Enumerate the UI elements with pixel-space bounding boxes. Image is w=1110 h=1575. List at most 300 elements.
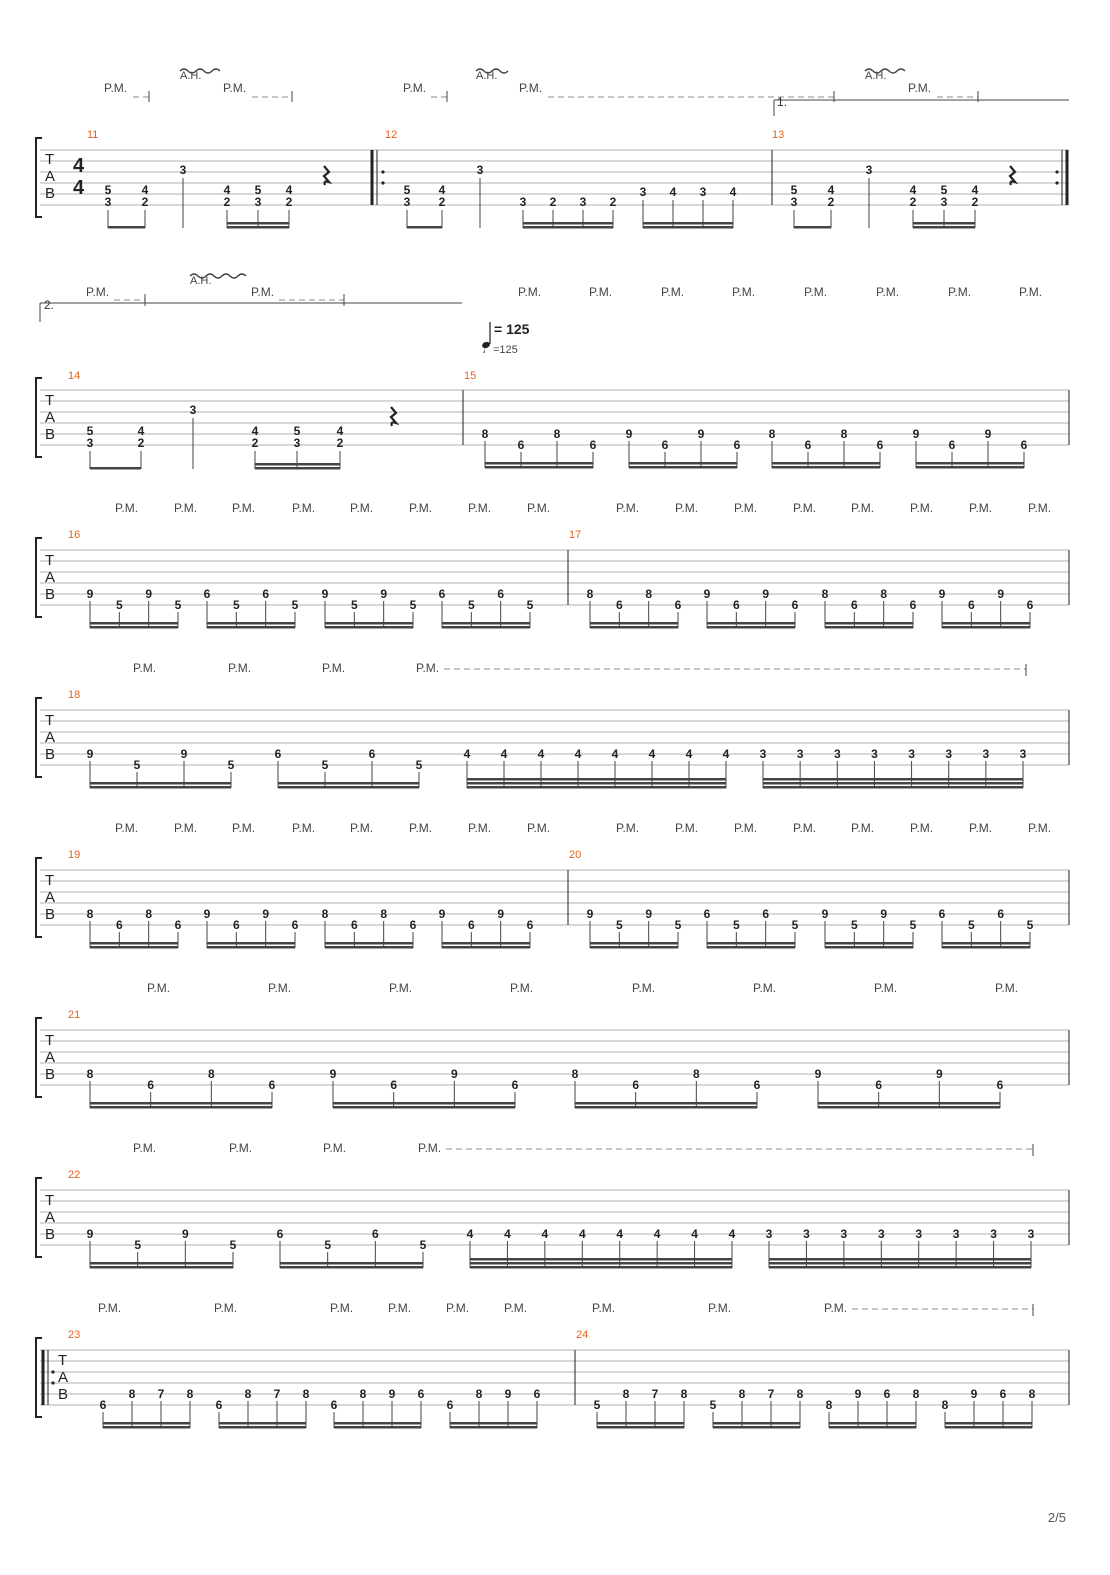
fret-note: 5	[254, 183, 262, 197]
fret-note: 6	[368, 747, 376, 761]
fret-note: 4	[574, 747, 582, 761]
pm-mark: P.M.	[793, 821, 817, 835]
tab-clef-letter: T	[45, 872, 55, 889]
pm-mark: P.M.	[174, 821, 198, 835]
note-beam	[707, 946, 795, 949]
generated-systems	[36, 501, 1069, 1429]
fret-note: 2	[827, 195, 835, 209]
fret-note: 3	[877, 1227, 885, 1241]
tab-clef-letter: A	[45, 569, 56, 586]
fret-note: 5	[104, 183, 112, 197]
fret-note: 5	[324, 1238, 332, 1252]
fret-note: 9	[586, 907, 594, 921]
fret-note: 4	[611, 747, 619, 761]
fret-note: 7	[273, 1387, 281, 1401]
pm-mark: P.M.	[389, 981, 413, 995]
note-beam	[334, 1422, 421, 1425]
fret-note: 9	[935, 1067, 943, 1081]
pm-mark: P.M.	[228, 661, 252, 675]
fret-note: 9	[388, 1387, 396, 1401]
note-beam	[450, 1422, 537, 1425]
svg-text:♩=125: ♩=125	[482, 344, 518, 356]
tab-clef-letter: T	[45, 1192, 55, 1209]
measure-number: 21	[68, 1009, 81, 1021]
fret-note: 2	[285, 195, 293, 209]
fret-note: 7	[767, 1387, 775, 1401]
fret-note: 8	[128, 1387, 136, 1401]
page-number: 2/5	[1047, 1510, 1066, 1525]
fret-note: 5	[134, 1238, 142, 1252]
note-beam	[763, 782, 1023, 785]
fret-note: 4	[827, 183, 835, 197]
note-beam	[825, 626, 913, 629]
fret-note: 3	[982, 747, 990, 761]
fret-note: 8	[321, 907, 329, 921]
note-beam	[90, 1102, 272, 1105]
note-beam	[334, 1426, 421, 1429]
fret-note: 4	[729, 185, 737, 199]
fret-note: 5	[526, 598, 534, 612]
svg-text:2: 2	[137, 436, 145, 450]
fret-note: 2	[609, 195, 617, 209]
fret-note: 2	[971, 195, 979, 209]
fret-note: 6	[511, 1078, 519, 1092]
time-signature	[73, 155, 85, 199]
measure-number: 23	[68, 1329, 81, 1341]
pm-mark: P.M.	[518, 285, 542, 299]
fret-note: 6	[703, 907, 711, 921]
tab-clef-letter: B	[45, 746, 56, 763]
note-beam	[90, 1266, 233, 1269]
pm-mark: P.M.	[908, 81, 932, 95]
note-beam	[945, 1422, 1032, 1425]
measure-number: 18	[68, 689, 81, 701]
fret-note: 8	[481, 427, 489, 441]
fret-note: 3	[840, 1227, 848, 1241]
note-beam	[207, 626, 295, 629]
pm-mark: P.M.	[98, 1301, 122, 1315]
pm-mark: P.M.	[969, 821, 993, 835]
fret-note: 6	[674, 598, 682, 612]
svg-text:4: 4	[137, 424, 145, 438]
svg-text:1.: 1.	[777, 95, 788, 109]
pm-mark: P.M.	[632, 981, 656, 995]
fret-note: 3	[179, 163, 187, 177]
fret-note: 9	[984, 427, 992, 441]
note-beam	[219, 1426, 306, 1429]
pm-mark: P.M.	[418, 1141, 442, 1155]
pm-mark: P.M.	[147, 981, 171, 995]
fret-note: 3	[833, 747, 841, 761]
measure-number: 13	[772, 129, 785, 141]
fret-note: 5	[709, 1398, 717, 1412]
fret-note: 3	[1019, 747, 1027, 761]
fret-note: 8	[821, 587, 829, 601]
fret-note: 9	[645, 907, 653, 921]
fret-note: 6	[438, 587, 446, 601]
tab-clef-letter: B	[45, 906, 56, 923]
measure-12-notes	[404, 163, 737, 209]
fret-note: 8	[738, 1387, 746, 1401]
fret-note: 8	[692, 1067, 700, 1081]
fret-note: 4	[463, 747, 471, 761]
pm-mark: P.M.	[115, 821, 139, 835]
fret-note: 5	[291, 598, 299, 612]
fret-note: 7	[157, 1387, 165, 1401]
tab-clef-letter: T	[45, 712, 55, 729]
fret-note: 9	[180, 747, 188, 761]
pm-mark: P.M.	[292, 821, 316, 835]
fret-note: 6	[526, 918, 534, 932]
note-beam	[90, 942, 178, 945]
system-8	[36, 1301, 1069, 1429]
palm-mute-marks	[86, 285, 1042, 299]
fret-note: 5	[321, 758, 329, 772]
system-3	[36, 501, 1069, 629]
note-beam	[280, 1266, 423, 1269]
pm-mark: P.M.	[510, 981, 534, 995]
fret-note: 6	[589, 438, 597, 452]
pm-mark: P.M.	[251, 285, 275, 299]
fret-note: 3	[403, 195, 411, 209]
fret-note: 3	[803, 1227, 810, 1241]
fret-note: 3	[990, 1227, 997, 1241]
fret-note: 3	[945, 747, 953, 761]
svg-text:2: 2	[251, 436, 259, 450]
fret-note: 3	[476, 163, 484, 177]
system-6	[36, 981, 1069, 1109]
pm-mark: P.M.	[350, 821, 374, 835]
pm-mark: P.M.	[734, 821, 758, 835]
fret-note: 6	[732, 598, 740, 612]
svg-text:2: 2	[336, 436, 344, 450]
note-beam	[90, 1262, 233, 1265]
fret-note: 6	[615, 598, 623, 612]
fret-note: 5	[419, 1238, 427, 1252]
repeat-dot	[51, 1381, 54, 1384]
note-beam	[278, 786, 419, 789]
fret-note: 4	[541, 1227, 549, 1241]
fret-note: 9	[697, 427, 705, 441]
svg-text:4: 4	[73, 177, 85, 199]
note-beam	[769, 1266, 1031, 1269]
note-beam	[763, 786, 1023, 789]
fret-note: 5	[229, 1238, 237, 1252]
tab-clef-letter: A	[45, 889, 56, 906]
fret-note: 3	[796, 747, 804, 761]
pm-mark: P.M.	[1019, 285, 1043, 299]
note-beam	[485, 462, 593, 465]
tab-clef-letter: B	[58, 1386, 69, 1403]
pm-mark: P.M.	[350, 501, 374, 515]
fret-note: 4	[685, 747, 693, 761]
pm-mark: P.M.	[504, 1301, 528, 1315]
volta-bracket-1	[774, 95, 1069, 116]
fret-note: 4	[578, 1227, 586, 1241]
svg-text:3: 3	[293, 436, 301, 450]
note-beam	[442, 622, 530, 625]
pm-mark: P.M.	[708, 1301, 732, 1315]
fret-note: 6	[753, 1078, 761, 1092]
svg-text:4: 4	[336, 424, 344, 438]
note-beam	[207, 942, 295, 945]
fret-note: 9	[938, 587, 946, 601]
pm-mark: P.M.	[268, 981, 292, 995]
fret-note: 5	[133, 758, 141, 772]
system-7	[36, 1141, 1069, 1269]
measure-number: 24	[576, 1329, 589, 1341]
measure-14-notes	[87, 403, 344, 450]
pm-mark: P.M.	[214, 1301, 238, 1315]
stems-beams	[108, 178, 975, 228]
note-beam	[333, 1102, 515, 1105]
note-beam	[769, 1258, 1031, 1261]
note-beam	[90, 1106, 272, 1109]
measure-15-notes	[482, 427, 1028, 469]
fret-note: 6	[215, 1398, 223, 1412]
fret-note: 9	[504, 1387, 512, 1401]
fret-note: 3	[908, 747, 915, 761]
fret-note: 9	[262, 907, 270, 921]
note-beam	[467, 782, 726, 785]
measure-11-notes	[105, 163, 293, 209]
fret-note: 7	[651, 1387, 659, 1401]
pm-mark: P.M.	[734, 501, 758, 515]
svg-text:T: T	[45, 151, 55, 168]
fret-note: 3	[790, 195, 798, 209]
fret-note: 4	[285, 183, 293, 197]
note-beam	[207, 946, 295, 949]
fret-note: 3	[871, 747, 878, 761]
palm-mute-marks	[104, 81, 931, 95]
note-beam	[763, 778, 1023, 781]
fret-note: 5	[350, 598, 358, 612]
pm-mark: P.M.	[115, 501, 139, 515]
fret-note: 9	[625, 427, 633, 441]
fret-note: 8	[840, 427, 848, 441]
note-beam	[442, 946, 530, 949]
barlines	[372, 150, 1067, 205]
pm-mark: P.M.	[403, 81, 427, 95]
svg-text:T: T	[45, 392, 55, 409]
note-beam	[942, 626, 1030, 629]
measure-number: 16	[68, 529, 81, 541]
pm-mark: P.M.	[824, 1301, 848, 1315]
fret-note: 6	[1020, 438, 1028, 452]
fret-note: 4	[691, 1227, 698, 1241]
pm-mark: P.M.	[589, 285, 613, 299]
fret-note: 8	[244, 1387, 252, 1401]
fret-note: 9	[86, 587, 94, 601]
svg-text:B: B	[45, 185, 56, 202]
fret-note: 6	[909, 598, 917, 612]
fret-note: 5	[115, 598, 123, 612]
note-beam	[450, 1426, 537, 1429]
fret-note: 3	[579, 195, 587, 209]
fret-note: 2	[141, 195, 149, 209]
fret-note: 5	[403, 183, 411, 197]
pm-mark: P.M.	[851, 501, 875, 515]
note-beam	[818, 1102, 1000, 1105]
note-beam	[829, 1422, 916, 1425]
fret-note: 6	[632, 1078, 640, 1092]
fret-note: 6	[330, 1398, 338, 1412]
pm-mark: P.M.	[732, 285, 756, 299]
ah-mark: A.H.	[476, 70, 498, 82]
fret-note: 6	[291, 918, 299, 932]
note-beam	[916, 462, 1024, 465]
pm-mark: P.M.	[322, 661, 346, 675]
system-5	[36, 821, 1069, 949]
note-beam	[942, 622, 1030, 625]
ah-mark: A.H.	[180, 70, 202, 82]
fret-note: 6	[967, 598, 975, 612]
fret-note: 8	[86, 907, 94, 921]
pm-mark: P.M.	[409, 501, 433, 515]
fret-note: 4	[722, 747, 730, 761]
fret-note: 4	[909, 183, 917, 197]
pm-mark: P.M.	[527, 501, 551, 515]
fret-note: 8	[145, 907, 153, 921]
fret-note: 9	[814, 1067, 822, 1081]
fret-note: 5	[615, 918, 623, 932]
fret-note: 3	[1027, 1227, 1035, 1241]
fret-note: 4	[500, 747, 508, 761]
svg-text:B: B	[45, 426, 56, 443]
pm-mark: P.M.	[616, 501, 640, 515]
fret-note: 3	[519, 195, 527, 209]
note-beam	[103, 1422, 190, 1425]
note-beam	[103, 1426, 190, 1429]
note-beam	[825, 942, 913, 945]
fret-note: 8	[825, 1398, 833, 1412]
fret-note: 6	[467, 918, 475, 932]
repeat-dot	[51, 1370, 54, 1373]
svg-text:4: 4	[251, 424, 259, 438]
tab-clef-letter: B	[45, 586, 56, 603]
note-beam	[713, 1426, 800, 1429]
fret-note: 5	[409, 598, 417, 612]
fret-note: 4	[466, 1227, 474, 1241]
fret-note: 8	[645, 587, 653, 601]
pm-mark: P.M.	[527, 821, 551, 835]
pm-mark: P.M.	[388, 1301, 412, 1315]
pm-mark: P.M.	[133, 1141, 157, 1155]
fret-note: 6	[791, 598, 799, 612]
fret-note: 5	[593, 1398, 601, 1412]
note-beam	[707, 942, 795, 945]
note-beam	[90, 946, 178, 949]
pm-mark: P.M.	[174, 501, 198, 515]
rest	[1010, 166, 1015, 185]
measure-number: 14	[68, 370, 81, 382]
pm-mark: P.M.	[1028, 821, 1052, 835]
pm-mark: P.M.	[104, 81, 128, 95]
svg-text:4: 4	[73, 155, 85, 177]
note-beam	[90, 786, 231, 789]
svg-text:5: 5	[86, 424, 94, 438]
rest	[324, 166, 329, 185]
tab-clef-letter: A	[58, 1369, 69, 1386]
fret-note: 4	[669, 185, 677, 199]
pm-mark: P.M.	[910, 501, 934, 515]
pm-mark: P.M.	[592, 1301, 616, 1315]
tab-clef-letter: A	[45, 1209, 56, 1226]
note-beam	[470, 1266, 732, 1269]
pm-mark: P.M.	[616, 821, 640, 835]
system-2	[36, 274, 1069, 470]
fret-note: 9	[821, 907, 829, 921]
pm-mark: P.M.	[804, 285, 828, 299]
fret-note: 6	[350, 918, 358, 932]
fret-note: 3	[765, 1227, 773, 1241]
note-beam	[590, 626, 678, 629]
fret-note: 8	[622, 1387, 630, 1401]
pm-mark: P.M.	[876, 285, 900, 299]
fret-note: 6	[147, 1078, 155, 1092]
fret-note: 9	[438, 907, 446, 921]
fret-note: 8	[1028, 1387, 1036, 1401]
pm-mark: P.M.	[229, 1141, 253, 1155]
fret-note: 6	[804, 438, 812, 452]
fret-note: 8	[586, 587, 594, 601]
fret-note: 9	[762, 587, 770, 601]
fret-note: 9	[997, 587, 1005, 601]
fret-note: 3	[254, 195, 262, 209]
fret-note: 9	[703, 587, 711, 601]
fret-note: 4	[141, 183, 149, 197]
tab-clef-letter: A	[45, 729, 56, 746]
tab-clef-letter: B	[45, 1066, 56, 1083]
fret-note: 9	[880, 907, 888, 921]
fret-note: 2	[223, 195, 231, 209]
fret-note: 6	[997, 907, 1005, 921]
note-beam	[772, 462, 880, 465]
fret-note: 4	[616, 1227, 624, 1241]
tab-clef-letter: T	[45, 1032, 55, 1049]
fret-note: 5	[415, 758, 423, 772]
fret-note: 6	[115, 918, 123, 932]
fret-note: 6	[533, 1387, 541, 1401]
svg-text:2.: 2.	[44, 298, 55, 312]
fret-note: 5	[790, 183, 798, 197]
fret-note: 5	[909, 918, 917, 932]
note-beam	[280, 1262, 423, 1265]
tab-clef-letter: A	[45, 1049, 56, 1066]
fret-note: 2	[909, 195, 917, 209]
fret-note: 3	[915, 1227, 923, 1241]
note-beam	[629, 466, 737, 469]
fret-note: 9	[380, 587, 388, 601]
note-beam	[442, 942, 530, 945]
fret-note: 6	[850, 598, 858, 612]
pm-mark: P.M.	[223, 81, 247, 95]
fret-note: 9	[497, 907, 505, 921]
fret-note: 6	[262, 587, 270, 601]
fret-note: 9	[450, 1067, 458, 1081]
fret-note: 9	[145, 587, 153, 601]
note-beam	[470, 1262, 732, 1265]
note-beam	[467, 786, 726, 789]
fret-note: 8	[880, 587, 888, 601]
fret-note: 9	[912, 427, 920, 441]
note-beam	[769, 1262, 1031, 1265]
fret-note: 9	[181, 1227, 189, 1241]
fret-note: 6	[517, 438, 525, 452]
pm-mark: P.M.	[232, 501, 256, 515]
note-beam	[590, 946, 678, 949]
tab-clef-letter: B	[45, 1226, 56, 1243]
